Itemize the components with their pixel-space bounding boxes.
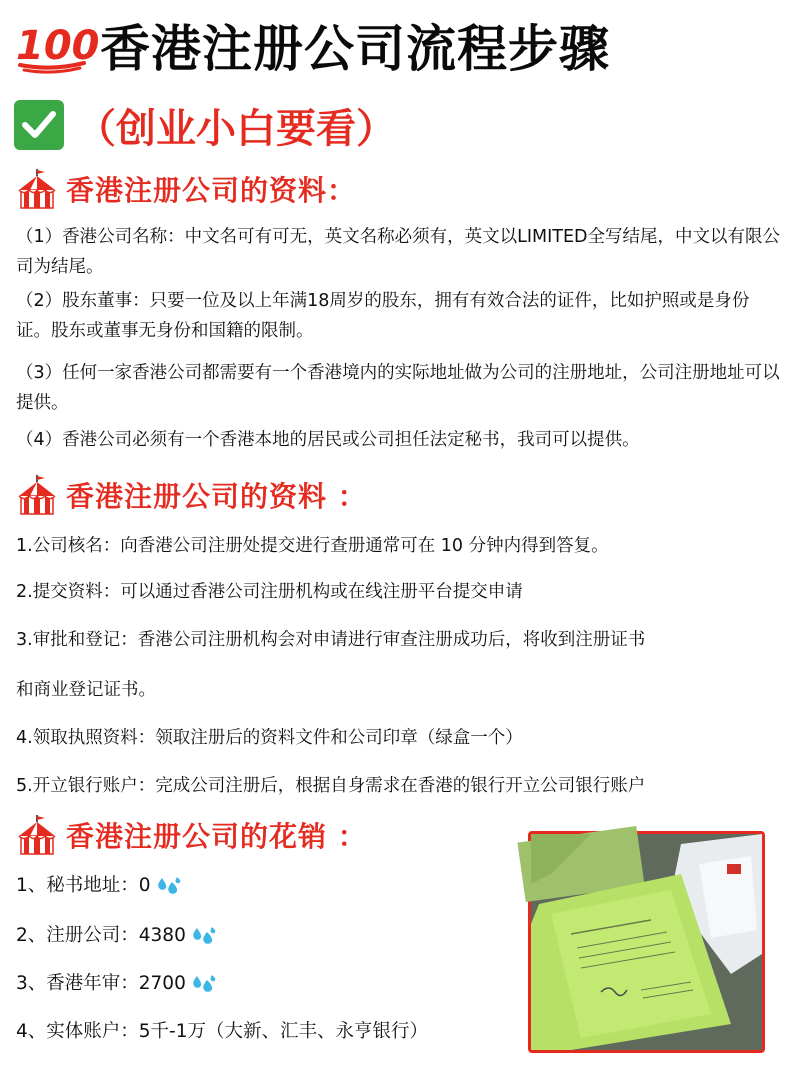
circus-tent-icon (16, 474, 58, 516)
section-title: 香港注册公司的花销 ： (66, 820, 367, 853)
process-step-4: 4.领取执照资料：领取注册后的资料文件和公司印章（绿盒一个） (16, 728, 523, 748)
circus-tent-icon (16, 814, 58, 856)
process-step-3-continued: 和商业登记证书。 (16, 680, 156, 700)
cost-item-4 (16, 1018, 428, 1046)
cost-label: 2、注册公司：4380 (16, 925, 186, 946)
money-drops-icon (190, 974, 218, 994)
cost-label: 1、秘书地址：0 (16, 875, 151, 896)
material-item-2: （2）股东董事：只要一位及以上年满18周岁的股东，拥有有效合法的证件，比如护照或是身份证。股东或董事无身份和国籍的限制。 (16, 291, 750, 341)
process-step-5: 5.开立银行账户：完成公司注册后，根据自身需求在香港的银行开立公司银行账户 (16, 776, 646, 796)
subtitle-row (14, 95, 396, 155)
section-title: 香港注册公司的资料： (66, 174, 357, 207)
process-step-3: 3.审批和登记：香港公司注册机构会对申请进行审查注册成功后，将收到注册证书 (16, 630, 646, 650)
cost-label: 3、香港年审：2700 (16, 973, 186, 994)
hundred-points-icon (14, 17, 100, 73)
page-subtitle: （创业小白要看） (76, 105, 396, 152)
money-drops-icon (190, 926, 218, 946)
section-heading-process (16, 474, 367, 516)
section-heading-costs (16, 814, 367, 856)
svg-text:100: 100 (16, 23, 100, 69)
section-heading-materials (16, 168, 356, 210)
check-mark-icon (14, 100, 64, 150)
material-item-4: （4）香港公司必须有一个香港本地的居民或公司担任法定秘书，我司可以提供。 (16, 430, 640, 450)
cost-label: 4、实体账户：5千-1万（大新、汇丰、永亨银行） (16, 1021, 428, 1042)
material-item-3: （3）任何一家香港公司都需要有一个香港境内的实际地址做为公司的注册地址，公司注册地址可以提供。 (16, 363, 780, 413)
cost-item-2 (16, 922, 218, 950)
cost-item-3 (16, 970, 218, 998)
document-photo (528, 831, 765, 1053)
material-item-1: （1）香港公司名称：中文名可有可无，英文名称必须有，英文以LIMITED全写结尾，中文以有限公司为结尾。 (16, 227, 781, 277)
title-row (14, 10, 790, 80)
cost-item-1 (16, 872, 183, 900)
process-step-2: 2.提交资料：可以通过香港公司注册机构或在线注册平台提交申请 (16, 582, 523, 602)
process-step-1: 1.公司核名：向香港公司注册处提交进行查册通常可在 10 分钟内得到答复。 (16, 536, 609, 556)
section-title: 香港注册公司的资料 ： (66, 480, 367, 513)
money-drops-icon (155, 876, 183, 896)
circus-tent-icon (16, 168, 58, 210)
page-title: 香港注册公司流程步骤 (100, 20, 610, 78)
